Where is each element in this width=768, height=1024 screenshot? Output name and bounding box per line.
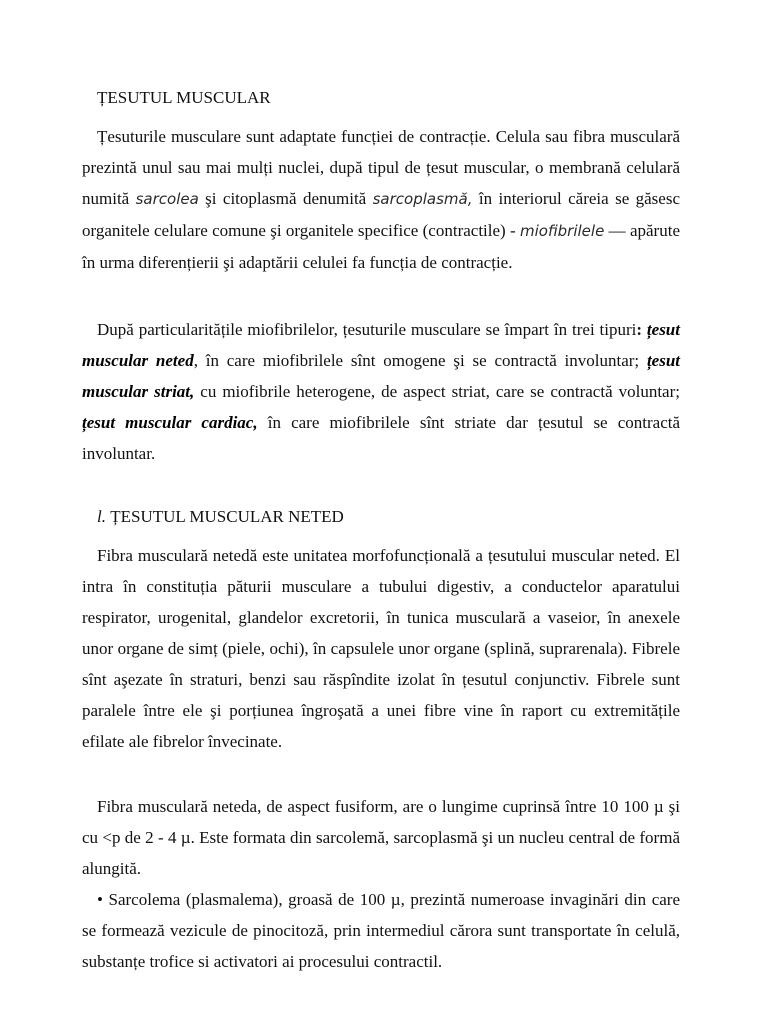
text-run: Țesuturile musculare sunt adaptate funcției de contracție. Celula sau fibra musculară prezintă unul sau mai mulți nuclei, după tipul de țesut muscular, o membrană celulară numită xyxy=(82,127,680,208)
intro-paragraph-1 xyxy=(82,121,680,278)
page-title xyxy=(97,88,271,108)
section-title: ȚESUTUL MUSCULAR NETED xyxy=(105,507,344,526)
term-sarcolea: sarcolea xyxy=(135,190,199,208)
term-tesut-neted: țesut muscular neted xyxy=(82,320,680,370)
text-run: în care miofibrilele sînt striate dar țesutul se contractă involuntar. xyxy=(82,413,681,463)
text-run: cu miofibrile heterogene, de aspect striat, care se contractă voluntar; xyxy=(194,382,680,401)
section-paragraph-2: Fibra musculară neteda, de aspect fusiform, are o lungime cuprinsă între 10 100 µ şi cu <p de 2 - 4 µ. Este formata din sarcolemă, sarcoplasmă şi un nucleu central de formă alungită. xyxy=(82,797,680,878)
text-run: şi citoplasmă denumită xyxy=(198,189,373,208)
page-title-text: ȚESUTUL MUSCULAR xyxy=(97,88,271,107)
intro-paragraph-2 xyxy=(82,314,680,469)
text-run: După particularitățile miofibrilelor, țesuturile musculare se împart în trei tipuri xyxy=(97,320,637,339)
term-miofibrilele: miofibrilele xyxy=(520,222,605,240)
section-heading xyxy=(97,507,344,527)
term-tesut-cardiac: țesut muscular cardiac, xyxy=(82,413,258,432)
text-run: , în care miofibrilele sînt omogene şi se contractă involuntar; xyxy=(193,351,647,370)
term-sarcoplasma: sarcoplasmă, xyxy=(372,190,473,208)
text-run: : xyxy=(636,320,643,339)
section-paragraph-1: Fibra musculară netedă este unitatea morfofuncțională a țesutului muscular neted. El intra în constituția păturii musculare a tubului digestiv, a conductelor aparatului respirator, urogenital, glandelor excretorii, în tunica musculară a vaseior, în anexele unor organe de simț (piele, ochi), în capsulele unor organe (splină, suprarenala). Fibrele sînt aşezate în straturi, benzi sau răspîndite izolat în țesutul conjunctiv. Fibrele sunt paralele între ele şi porțiunea îngroşată a unei fibre vine în raport cu extremitățile efilate ale fibrelor învecinate. xyxy=(82,546,680,751)
section-number: l. xyxy=(97,507,106,526)
section-paragraph-3: • Sarcolema (plasmalema), groasă de 100 µ, prezintă numeroase invaginări din care se formează vezicule de pinocitoză, prin intermediul cărora sunt transportate în celulă, substanțe trofice si activatori ai procesului contractil. xyxy=(82,890,680,971)
text-run: — apărute în urma diferențierii şi adaptării celulei fa funcția de contracție. xyxy=(82,221,680,272)
term-tesut-striat: țesut muscular striat, xyxy=(82,351,680,401)
text-run: în interiorul căreia se găsesc organitele celulare comune şi organitele specifice (contractile) - xyxy=(82,189,681,240)
